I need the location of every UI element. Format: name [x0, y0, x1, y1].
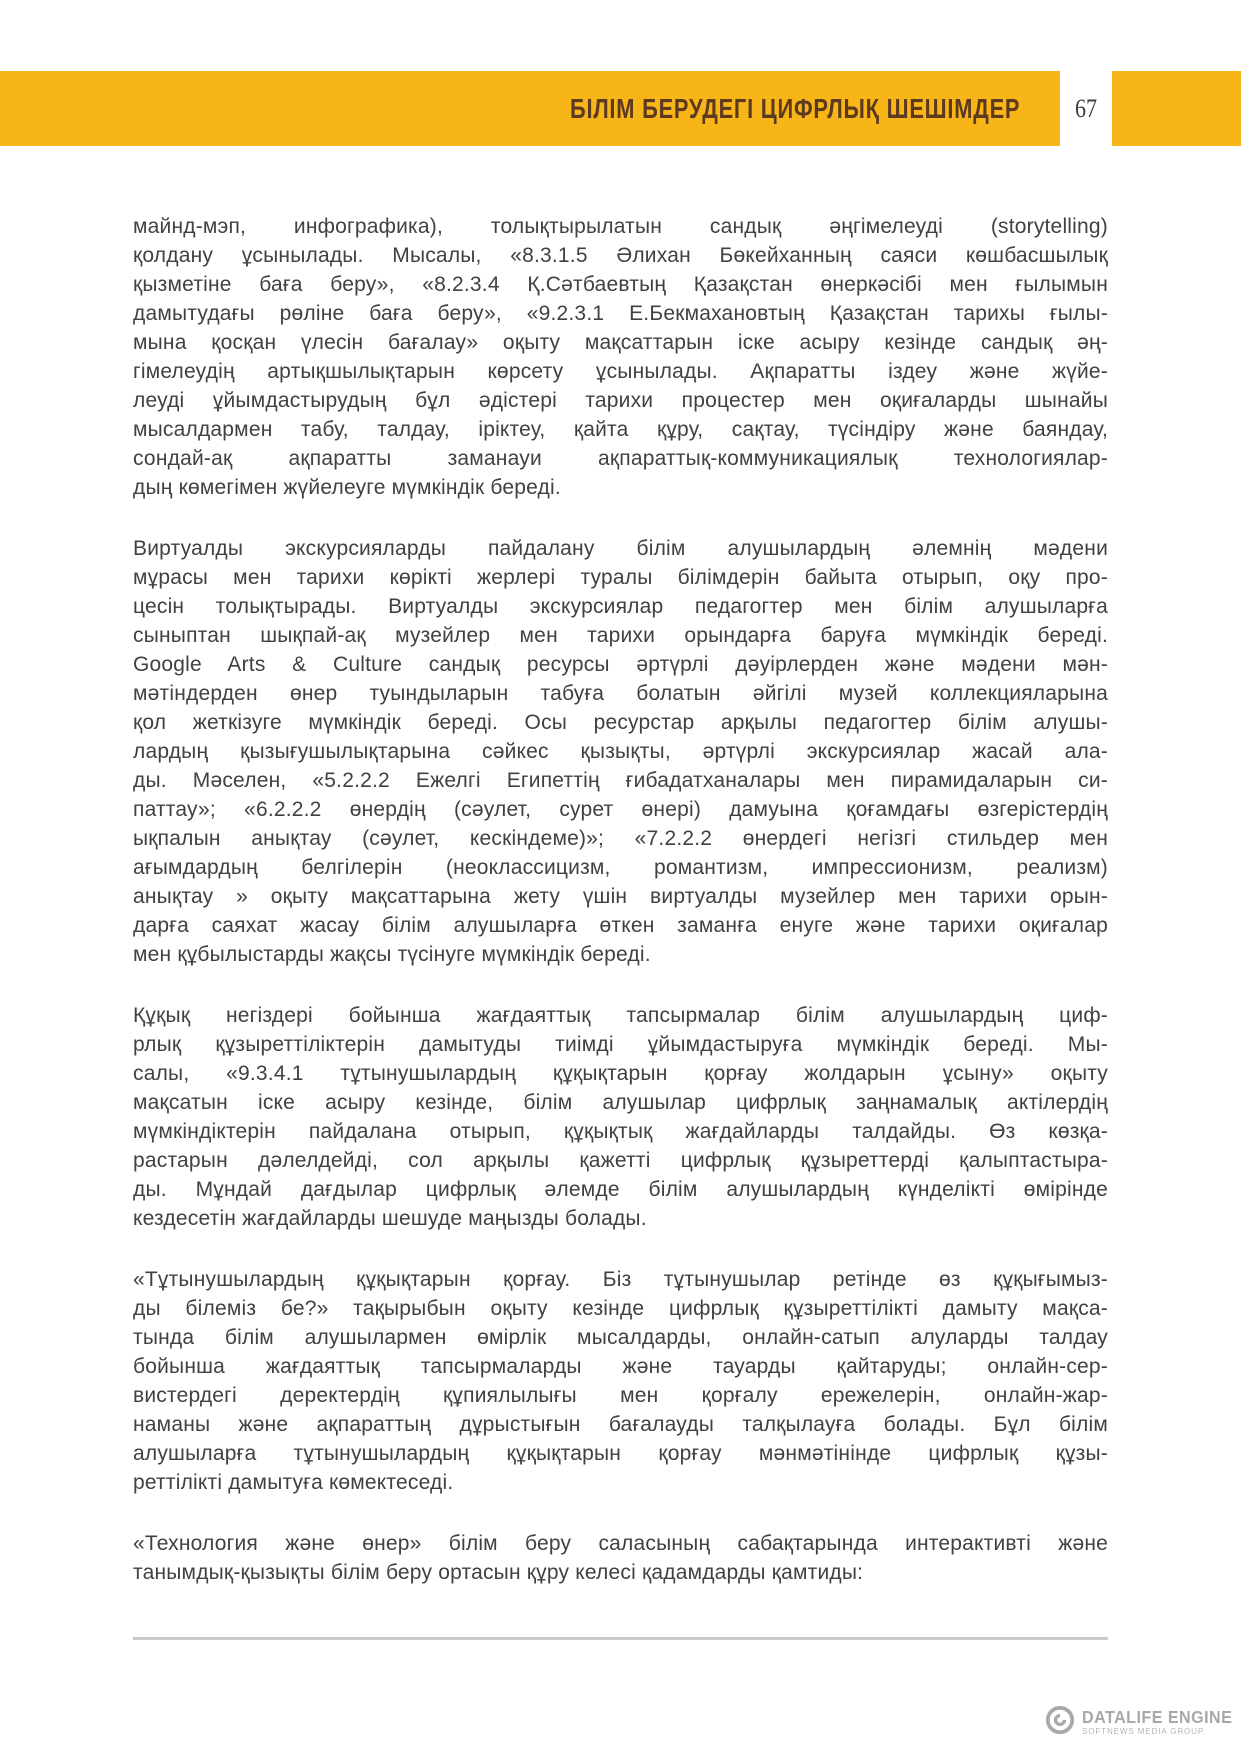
text-line: қол жеткізуге мүмкіндік береді. Осы ресурстар арқылы педагогтер білім алушы- [133, 711, 1108, 734]
text-line: ағымдардың белгілерін (неоклассицизм, романтизм, импрессионизм, реализм) [133, 856, 1108, 879]
text-line: мәтіндерден өнер туындыларын табуға болатын әйгілі музей коллекцияларына [133, 682, 1108, 705]
paragraph [133, 1001, 1108, 1233]
paragraph [133, 534, 1108, 969]
text-line: леуді ұйымдастырудың бұл әдістері тарихи процестер мен оқиғаларды шынайы [133, 389, 1108, 412]
text-line: дамытудағы рөліне баға беру», «9.2.3.1 Е.Бекмахановтың Қазақстан тарихы ғылы- [133, 302, 1108, 325]
text-line: вистердегі деректердің құпиялылығы мен қорғалу ережелерін, онлайн-жар- [133, 1384, 1108, 1407]
text-line: мына қосқан үлесін бағалау» оқыту мақсаттарын іске асыру кезінде сандық әң- [133, 331, 1108, 354]
logo-text [1082, 1708, 1241, 1737]
text-line: рлық құзыреттіліктерін дамытуды тиімді ұйымдастыруға мүмкіндік береді. Мы- [133, 1033, 1108, 1056]
text-line: мысалдармен табу, талдау, іріктеу, қайта құру, сақтау, түсіндіру және баяндау, [133, 418, 1108, 441]
text-line: ды. Мұндай дағдылар цифрлық әлемде білім алушылардың күнделікті өмірінде [133, 1178, 1108, 1201]
text-line: алушыларға тұтынушылардың құқықтарын қорғау мәнмәтінінде цифрлық құзы- [133, 1442, 1108, 1465]
text-line: Виртуалды экскурсияларды пайдалану білім алушылардың әлемнің мәдени [133, 537, 1108, 560]
text-line: Құқық негіздері бойынша жағдаяттық тапсырмалар білім алушылардың циф- [133, 1004, 1108, 1027]
logo-subtext: SOFTNEWS MEDIA GROUP [1082, 1726, 1205, 1736]
text-line: сыныптан шықпай-ақ музейлер мен тарихи орындарға баруға мүмкіндік береді. [133, 624, 1108, 647]
text-line: қолдану ұсынылады. Мысалы, «8.3.1.5 Әлихан Бөкейханның саяси көшбасшылық [133, 244, 1108, 267]
paragraph [133, 1265, 1108, 1497]
text-line: ды. Мәселен, «5.2.2.2 Ежелгі Египеттің ғибадатханалары мен пирамидаларын си- [133, 769, 1108, 792]
text-line: Google Arts & Culture сандық ресурсы әртүрлі дәуірлерден және мәдени мән- [133, 653, 1108, 676]
page-title: БІЛІМ БЕРУДЕГІ ЦИФРЛЫҚ ШЕШІМДЕР [569, 92, 1020, 124]
text-line: ықпалын анықтау (сәулет, кескіндеме)»; «7.2.2.2 өнердегі негізгі стильдер мен [133, 827, 1108, 850]
text-line: цесін толықтырады. Виртуалды экскурсиялар педагогтер мен білім алушыларға [133, 595, 1108, 618]
text-line: ды білеміз бе?» тақырыбын оқыту кезінде цифрлық құзыреттілікті дамыту мақса- [133, 1297, 1108, 1320]
datalife-engine-logo [1045, 1705, 1241, 1740]
text-line: мүмкіндіктерін пайдалана отырып, құқықтық жағдайларды талдайды. Өз көзқа- [133, 1120, 1108, 1143]
text-line: бойынша жағдаяттық тапсырмаларды және тауарды қайтаруды; онлайн-сер- [133, 1355, 1108, 1378]
text-line: дарға саяхат жасау білім алушыларға өткен заманға енуге және тарихи оқиғалар [133, 914, 1108, 937]
body-text [133, 212, 1108, 1619]
text-line: анықтау » оқыту мақсаттарына жету үшін виртуалды музейлер мен тарихи орын- [133, 885, 1108, 908]
text-line: лардың қызығушылықтарына сәйкес қызықты, әртүрлі экскурсиялар жасай ала- [133, 740, 1108, 763]
text-line: «Технология және өнер» білім беру саласының сабақтарында интерактивті және [133, 1532, 1108, 1555]
paragraph [133, 212, 1108, 502]
footer-divider-rule [133, 1637, 1108, 1640]
text-line: растарын дәлелдейді, сол арқылы қажетті цифрлық құзыреттерді қалыптастыра- [133, 1149, 1108, 1172]
page-number: 67 [1074, 93, 1098, 123]
text-line: наманы және ақпараттың дұрыстығын бағалауды талқылауға болады. Бұл білім [133, 1413, 1108, 1436]
text-line: мұрасы мен тарихи көрікті жерлері туралы білімдерін байыта отырып, оқу про- [133, 566, 1108, 589]
text-line: паттау»; «6.2.2.2 өнердің (сәулет, сурет өнері) дамуына қоғамдағы өзгерістердің [133, 798, 1108, 821]
header-band [0, 71, 1060, 146]
text-line: танымдық-қызықты білім беру ортасын құру келесі қадамдарды қамтиды: [133, 1561, 864, 1584]
text-line: майнд-мэп, инфографика), толықтырылатын сандық әңгімелеуді (storytelling) [133, 215, 1108, 238]
text-line: салы, «9.3.4.1 тұтынушылардың құқықтарын қорғау жолдарын ұсыну» оқыту [133, 1062, 1108, 1085]
text-line: кездесетін жағдайларды шешуде маңызды болады. [133, 1207, 647, 1230]
text-line: сондай-ақ ақпаратты заманауи ақпараттық-коммуникациялық технологиялар- [133, 447, 1108, 470]
text-line: қызметіне баға беру», «8.2.3.4 Қ.Сәтбаевтың Қазақстан өнеркәсібі мен ғылымын [133, 273, 1108, 296]
text-line: мақсатын іске асыру кезінде, білім алушылар цифрлық заңнамалық актілердің [133, 1091, 1108, 1114]
paragraph [133, 1529, 1108, 1587]
datalife-engine-logo-icon [1045, 1705, 1075, 1740]
text-line: мен құбылыстарды жақсы түсінуге мүмкіндік береді. [133, 943, 651, 966]
text-line: реттілікті дамытуға көмектеседі. [133, 1471, 454, 1494]
text-line: гімелеудің артықшылықтарын көрсету ұсынылады. Ақпаратты іздеу және жүйе- [133, 360, 1108, 383]
header-accent-block [1112, 71, 1241, 146]
text-line: «Тұтынушылардың құқықтарын қорғау. Біз тұтынушылар ретінде өз құқығымыз- [133, 1268, 1108, 1291]
text-line: дың көмегімен жүйелеуге мүмкіндік береді. [133, 476, 561, 499]
logo-wordmark: DATALIFE ENGINE [1082, 1707, 1233, 1727]
text-line: тында білім алушылармен өмірлік мысалдарды, онлайн-сатып алуларды талдау [133, 1326, 1108, 1349]
